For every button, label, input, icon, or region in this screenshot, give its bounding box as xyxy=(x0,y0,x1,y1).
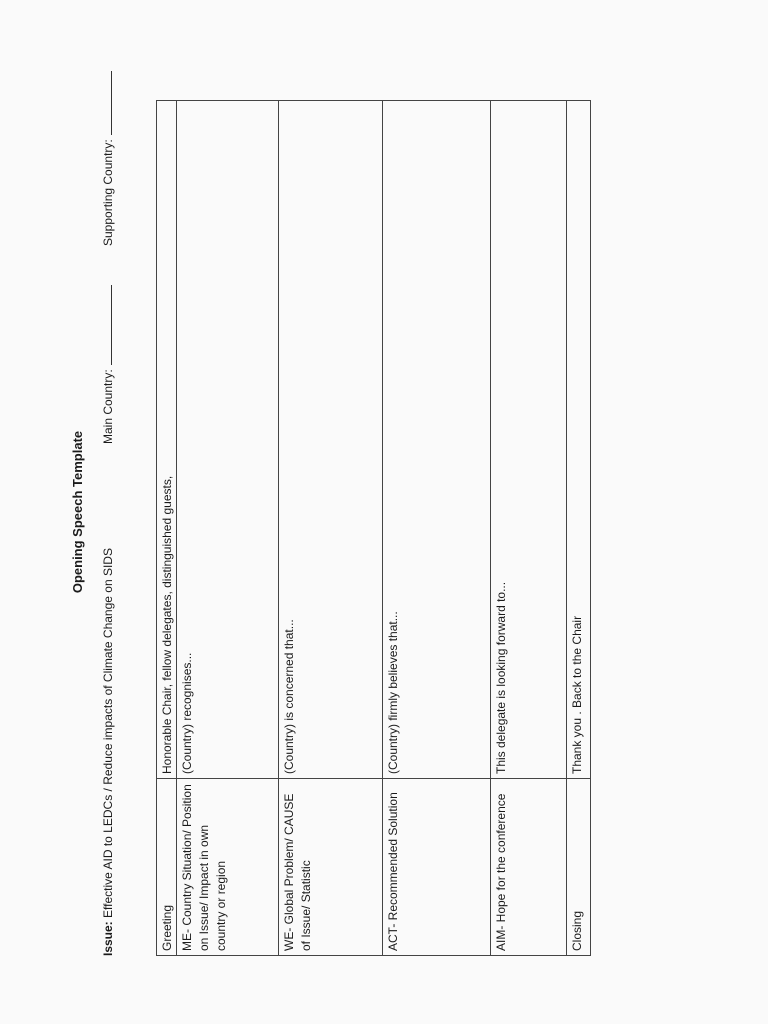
row-content[interactable]: Honorable Chair, fellow delegates, distinguished guests, xyxy=(160,475,174,774)
supporting-country-blank[interactable] xyxy=(101,71,112,135)
row-content[interactable]: This delegate is looking forward to... xyxy=(494,581,508,774)
table-row-we xyxy=(279,101,383,955)
row-content[interactable]: (Country) is concerned that... xyxy=(282,619,296,774)
table-row-me xyxy=(177,101,279,955)
issue-text: Effective AID to LEDCs / Reduce impacts of Climate Change on SIDS xyxy=(101,548,115,918)
main-country-blank[interactable] xyxy=(101,285,112,365)
issue-label: Issue: xyxy=(101,921,115,956)
row-label: AIM- Hope for the conference xyxy=(491,778,566,955)
supporting-country-label: Supporting Country: xyxy=(101,139,115,246)
speech-table xyxy=(156,100,591,956)
supporting-country-field xyxy=(101,71,115,246)
row-label: WE- Global Problem/ CAUSE of Issue/ Statistic xyxy=(279,778,382,955)
main-country-field xyxy=(101,285,115,444)
row-content[interactable]: (Country) firmly believes that... xyxy=(386,611,400,774)
page-title: Opening Speech Template xyxy=(70,430,85,594)
row-label: Closing xyxy=(567,778,590,955)
row-label: ACT- Recommended Solution xyxy=(383,778,490,955)
table-row-act xyxy=(383,101,491,955)
table-row-greeting xyxy=(157,101,177,955)
table-row-closing xyxy=(567,101,590,955)
row-label: Greeting xyxy=(157,778,176,955)
main-country-label: Main Country: xyxy=(101,369,115,444)
row-content[interactable]: (Country) recognises... xyxy=(180,652,194,774)
table-row-aim xyxy=(491,101,567,955)
row-label: ME- Country Situation/ Position on Issue/ Impact in own country or region xyxy=(177,778,278,955)
row-content[interactable]: Thank you . Back to the Chair xyxy=(570,615,584,774)
header-line xyxy=(101,56,115,956)
